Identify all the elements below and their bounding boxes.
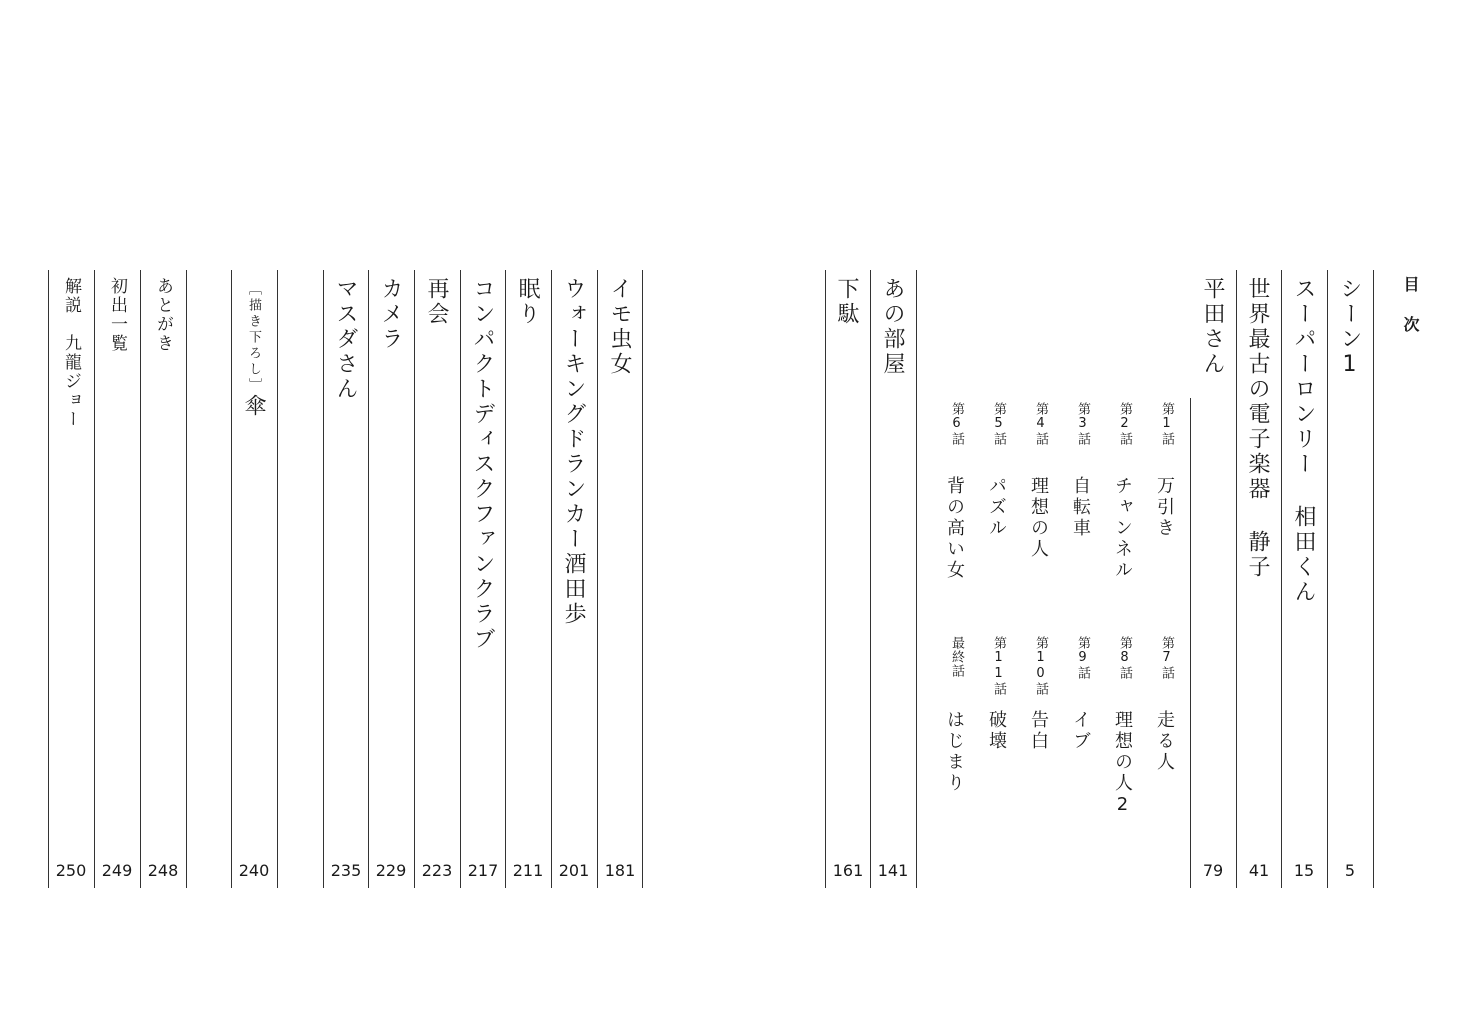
episode-item[interactable]: [1155, 636, 1173, 773]
column-rule: [94, 270, 95, 888]
bonus-tag: ［描き下ろし］: [246, 282, 261, 394]
episode-title: 破壊: [986, 710, 1007, 752]
toc-heading: 目次: [1401, 276, 1420, 356]
entry-title: 再会: [424, 277, 449, 327]
episode-number: 最終話: [949, 636, 964, 678]
column-rule: [368, 270, 369, 888]
entry-title: 解説 九龍ジョー: [61, 277, 81, 429]
entry-title: ウォーキングドランカー酒田歩: [561, 277, 586, 627]
column-rule: [1236, 270, 1237, 888]
entry-title: イモ虫女: [607, 277, 632, 377]
column-rule: [460, 270, 461, 888]
episode-number: 第10話: [1033, 636, 1048, 696]
entry-title: スーパーロンリー 相田くん: [1291, 277, 1316, 605]
column-rule: [551, 270, 552, 888]
episode-title: チャンネル: [1112, 476, 1133, 581]
episode-title: 告白: [1028, 710, 1049, 752]
episode-number: 第5話: [991, 402, 1006, 446]
entry-title: あとがき: [153, 277, 173, 353]
episode-item[interactable]: [987, 402, 1005, 539]
entry-title: 世界最古の電子楽器 静子: [1245, 277, 1270, 580]
page-number: 161: [832, 861, 864, 880]
episode-item[interactable]: [945, 402, 963, 581]
episode-number: 第4話: [1033, 402, 1048, 446]
entry-title: カメラ: [378, 277, 403, 352]
episode-title: 背の高い女: [944, 476, 965, 581]
page-number: 41: [1248, 861, 1270, 880]
page-number: 141: [877, 861, 909, 880]
page-number: 235: [330, 861, 362, 880]
episode-number: 第7話: [1159, 636, 1174, 680]
episode-title: 万引き: [1154, 476, 1175, 539]
column-rule: [186, 270, 187, 888]
episode-title: パズル: [986, 476, 1007, 539]
bonus-title: 傘: [241, 394, 266, 419]
episode-title: はじまり: [944, 710, 965, 794]
column-rule: [231, 270, 232, 888]
column-rule: [916, 270, 917, 888]
episode-number: 第2話: [1117, 402, 1132, 446]
column-rule: [414, 270, 415, 888]
episode-item[interactable]: [987, 636, 1005, 752]
column-rule: [48, 270, 49, 888]
column-rule: [825, 270, 826, 888]
entry-title: 平田さん: [1200, 277, 1225, 377]
episode-title: 自転車: [1070, 476, 1091, 539]
page-number: 79: [1202, 861, 1224, 880]
entry-title: マスダさん: [333, 277, 358, 402]
column-rule: [505, 270, 506, 888]
toc-right-page: [730, 0, 1460, 1036]
page-number: 15: [1293, 861, 1315, 880]
episode-number: 第9話: [1075, 636, 1090, 680]
column-rule: [277, 270, 278, 888]
entry-title: コンパクトディスクファンクラブ: [470, 277, 495, 652]
page-number: 217: [467, 861, 499, 880]
page-number: 211: [512, 861, 544, 880]
entry-title: 初出一覧: [107, 277, 127, 353]
episode-title: イブ: [1070, 710, 1091, 752]
episode-number: 第3話: [1075, 402, 1090, 446]
episode-item[interactable]: [1113, 402, 1131, 581]
page-number: 229: [375, 861, 407, 880]
page-number: 248: [147, 861, 179, 880]
page-number: 240: [238, 861, 270, 880]
column-rule: [870, 270, 871, 888]
page-number: 223: [421, 861, 453, 880]
episode-item[interactable]: [1155, 402, 1173, 539]
column-rule: [1373, 270, 1374, 888]
entry-title: 下駄: [834, 277, 859, 327]
episode-number: 第8話: [1117, 636, 1132, 680]
episode-item[interactable]: [1071, 402, 1089, 539]
episode-title: 走る人: [1154, 710, 1175, 773]
episode-item[interactable]: [1029, 402, 1047, 560]
column-rule: [140, 270, 141, 888]
episode-item[interactable]: [1071, 636, 1089, 752]
episode-title: 理想の人: [1028, 476, 1049, 560]
column-rule: [597, 270, 598, 888]
column-rule: [1281, 270, 1282, 888]
page-number: 181: [604, 861, 636, 880]
page-number: 249: [101, 861, 133, 880]
entry-title: 眠り: [515, 277, 540, 327]
column-rule: [323, 270, 324, 888]
column-rule: [1327, 270, 1328, 888]
entry-title: [242, 282, 264, 419]
column-rule: [1190, 398, 1191, 888]
episode-number: 第1話: [1159, 402, 1174, 446]
episode-item[interactable]: [1029, 636, 1047, 752]
episode-number: 第11話: [991, 636, 1006, 696]
entry-title: あの部屋: [880, 277, 905, 377]
page-number: 5: [1344, 861, 1356, 880]
column-rule: [642, 270, 643, 888]
page-number: 201: [558, 861, 590, 880]
episode-title: 理想の人2: [1112, 710, 1133, 818]
entry-title: シーン1: [1337, 277, 1362, 380]
episode-item[interactable]: [1113, 636, 1131, 818]
page-number: 250: [55, 861, 87, 880]
episode-number: 第6話: [949, 402, 964, 446]
episode-item[interactable]: [945, 636, 963, 794]
